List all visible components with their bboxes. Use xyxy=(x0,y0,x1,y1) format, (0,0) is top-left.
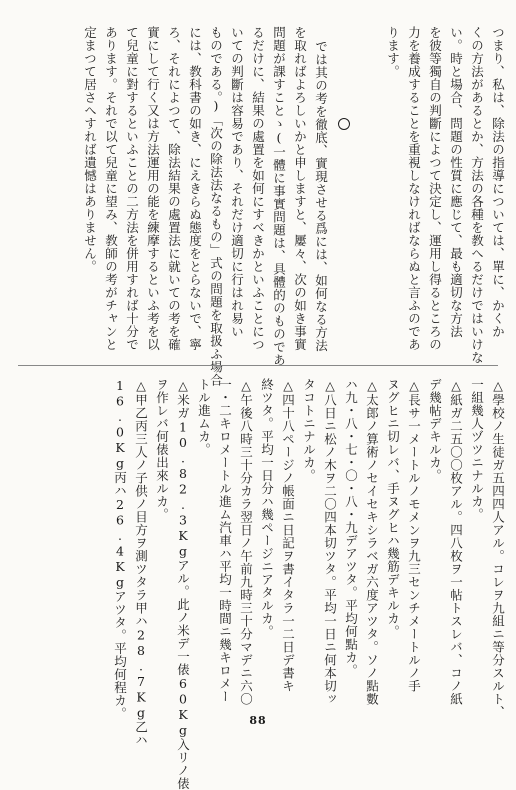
section-divider xyxy=(18,365,498,366)
problem-line-8: ハ九・八・七・〇・八・九デアツタ。平均何點カ。 xyxy=(343,378,359,677)
problem-line-11: △四十八ページノ帳面ニ日記ヲ書イタラ一二日デ書キ xyxy=(280,378,296,693)
problem-line-5: △長サ一メートルノモメンヲ九三センチメートルノ手 xyxy=(406,378,422,693)
upper-p2-line-9: 實にして行く又は方法運用の能を練摩するといふ考を以 xyxy=(145,26,161,351)
upper-p2-line-1: では其の考を徹底、實現させる爲には、如何なる方法 xyxy=(313,40,329,352)
upper-p2-line-4: るだけに、結果の處置を如何にすべきかといふことにつ xyxy=(250,26,266,351)
section-circle-mark xyxy=(338,118,350,130)
upper-p2-line-8: ろ、それによつて、除法結果の處置法に就いての考を確 xyxy=(166,26,182,351)
upper-p2-line-6: ものである。)「次の除法法なるもの」式の問題を取扱ふ場合 xyxy=(208,26,224,387)
problem-line-1: △學校ノ生徒ガ五四四人アル。コレヲ九組ニ等分スルト、 xyxy=(490,378,506,719)
upper-p2-line-11: あります。それで以て兒童に望み、教師の考がチャンと xyxy=(103,26,119,351)
problem-line-2: 一組幾人ヅツニナルカ。 xyxy=(469,378,485,521)
problem-line-6: ヌグヒニ切レバ、手ヌグヒハ幾筋デキルカ。 xyxy=(385,378,401,638)
problem-line-17: ヲ作レバ何俵出來ルカ。 xyxy=(154,378,170,521)
problem-line-3: △紙ガ二五〇〇枚アル。四八枚ヲ一帖トスレバ、コノ紙 xyxy=(448,378,464,706)
problem-line-16: △米ガ10.82.3Kgアル。此ノ米デ一俵60Kg入リノ俵 xyxy=(175,378,191,790)
upper-p2-line-7: には、教科書の如き、にえきらぬ態度をとらないで、寧 xyxy=(187,26,203,351)
problem-line-9: △八日ニ松ノ木ヲ二〇四本切ツタ。平均一日ニ何本切ッ xyxy=(322,378,338,706)
problem-line-4: デ幾帖デキルカ。 xyxy=(427,378,443,482)
problem-line-13: △午後八時三十分カラ翌日ノ午前九時三十分マデニ六〇 xyxy=(238,378,254,706)
upper-p2-line-3: 問題が課すことゝ(一體に事實問題は、具體的のものであ xyxy=(271,26,287,367)
problem-line-19: 16.0Kg丙ハ26.4Kgアツタ。平均何程カ。 xyxy=(112,378,128,720)
page-number: 88 xyxy=(249,714,267,727)
upper-p2-line-12: 定まつて居さへすれば遺憾はありません。 xyxy=(82,26,98,273)
upper-p1-line-3: い。時と場合、問題の性質に應じて、最も適切な方法 xyxy=(448,26,464,338)
problem-line-14: 一・二キロメートル進ム汽車ハ平均一時間ニ幾キロメー xyxy=(217,378,233,703)
upper-p2-line-2: を取ればよろしいかと申しますと、屢々、次の如き事實 xyxy=(292,26,308,351)
upper-p1-line-6: ります。 xyxy=(385,26,401,78)
upper-p2-line-10: て兒童に對するといふことの二方法を併用すれば十分で xyxy=(124,26,140,351)
upper-p1-line-2: くの方法があるとか、方法の各種を教へるだけではいけな xyxy=(469,26,485,364)
problem-line-15: トル進ムカ。 xyxy=(196,378,212,456)
problem-line-12: 終ツタ。平均一日分ハ幾ページニアタルカ。 xyxy=(259,378,275,638)
upper-p1-line-5: 力を養成することを重視しなければならぬと言ふのであ xyxy=(406,26,422,351)
upper-p2-line-5: いての判斷は容易であり、それだけ適切に行はれ易い xyxy=(229,26,245,338)
problem-line-10: タコトニナルカ。 xyxy=(301,378,317,482)
upper-p1-line-1: つまり、私は、除法の指導については、單に、かくか xyxy=(490,26,506,338)
problem-line-18: △甲乙丙三人ノ子供ノ目方ヲ測ツタラ甲ハ28.7Kg乙ハ xyxy=(133,378,149,747)
problem-line-7: △太郎ノ算術ノセイセキシラベガ六度アツタ。ソノ點數 xyxy=(364,378,380,706)
upper-p1-line-4: を彼等獨自の判斷によつて決定し、運用し得るところの xyxy=(427,26,443,351)
